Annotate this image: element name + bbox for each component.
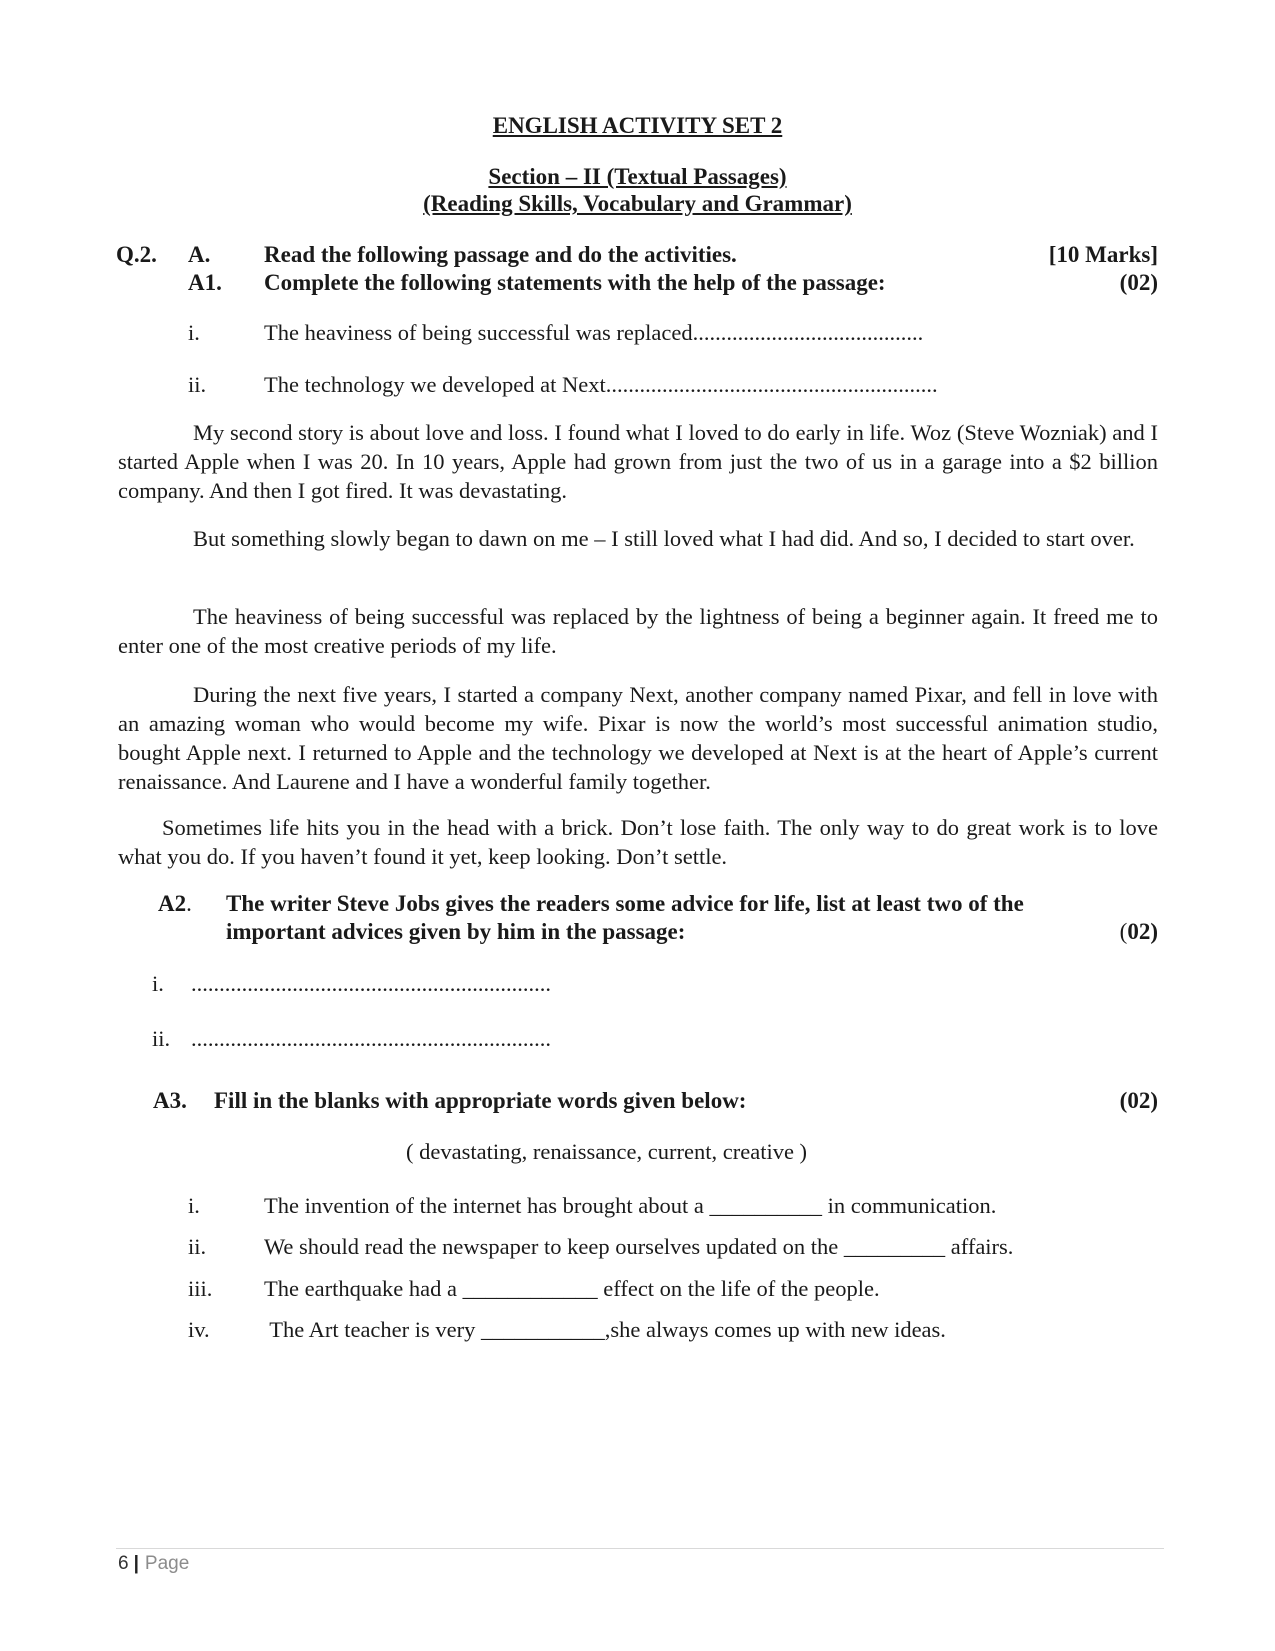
page-label: Page [144, 1553, 190, 1574]
passage-paragraph: Sometimes life hits you in the head with a brick. Don’t lose faith. The only way to do great work is to love what you do. If you haven’t found it yet, keep looking. Don’t settle. [118, 815, 1158, 869]
a3-item-number: ii. [188, 1234, 207, 1259]
passage-paragraph: During the next five years, I started a company Next, another company named Pixar, and fell in love with an amazing woman who would become my wife. Pixar is now the world’s most successful animation studio, bought Apple next. I returned to Apple and the technology we developed at Next is at the heart of Apple’s current renaissance. And Laurene and I have a wonderful family together. [118, 682, 1158, 794]
a1-label: A1. [188, 270, 222, 295]
footer-separator: | [133, 1553, 139, 1574]
a3-item-text: The earthquake had a ____________ effect on the life of the people. [264, 1276, 880, 1301]
section-heading: Section – II (Textual Passages) [488, 164, 787, 189]
a2-answer-line: ................................................................ [191, 1026, 551, 1051]
question-instruction: Read the following passage and do the activities. [264, 242, 737, 267]
a1-marks: (02) [1119, 270, 1158, 295]
page-footer [118, 1553, 189, 1575]
question-part: A. [188, 242, 211, 267]
question-marks: [10 Marks] [1048, 242, 1158, 267]
a3-item-number: iii. [188, 1276, 213, 1301]
a2-instruction-continued: important advices given by him in the passage: [226, 919, 686, 944]
a3-marks: (02) [1119, 1088, 1158, 1113]
passage-paragraph: My second story is about love and loss. I found what I loved to do early in life. Woz (Steve Wozniak) and I started Apple when I was 20. In 10 years, Apple had grown from just the two of us in a garage into a $2 billion company. And then I got fired. It was devastating. [118, 420, 1158, 503]
a3-item-number: i. [188, 1193, 200, 1218]
a1-item-text: The heaviness of being successful was replaced......................................... [264, 320, 924, 345]
a2-instruction: The writer Steve Jobs gives the readers some advice for life, list at least two of the [226, 891, 1024, 916]
a1-item-number: i. [188, 320, 200, 345]
page-number: 6 [118, 1553, 129, 1574]
a2-item-number: i. [152, 971, 164, 996]
a3-label: A3. [153, 1088, 187, 1113]
section-subheading: (Reading Skills, Vocabulary and Grammar) [423, 191, 852, 216]
a2-item-number: ii. [152, 1026, 171, 1051]
a2-marks: (02) [1119, 919, 1158, 944]
a2-label: A2. [158, 891, 192, 916]
a1-instruction: Complete the following statements with the help of the passage: [264, 270, 886, 295]
a3-item-text: We should read the newspaper to keep ourselves updated on the _________ affairs. [264, 1234, 1014, 1259]
a3-word-box: ( devastating, renaissance, current, creative ) [406, 1139, 808, 1164]
a3-item-text: The Art teacher is very ___________,she always comes up with new ideas. [264, 1317, 946, 1342]
passage-paragraph: The heaviness of being successful was replaced by the lightness of being a beginner again. It freed me to enter one of the most creative periods of my life. [118, 604, 1158, 658]
footer-divider [116, 1548, 1164, 1549]
a3-item-text: The invention of the internet has brought about a __________ in communication. [264, 1193, 997, 1218]
a1-item-number: ii. [188, 372, 207, 397]
passage-paragraph: But something slowly began to dawn on me – I still loved what I had did. And so, I decided to start over. [193, 526, 1135, 551]
a2-answer-line: ................................................................ [191, 971, 551, 996]
a3-instruction: Fill in the blanks with appropriate words given below: [214, 1088, 747, 1113]
a1-item-text: The technology we developed at Next........................................................... [264, 372, 938, 397]
a3-item-number: iv. [188, 1317, 210, 1342]
page-title: ENGLISH ACTIVITY SET 2 [492, 113, 783, 138]
question-number: Q.2. [116, 242, 157, 267]
